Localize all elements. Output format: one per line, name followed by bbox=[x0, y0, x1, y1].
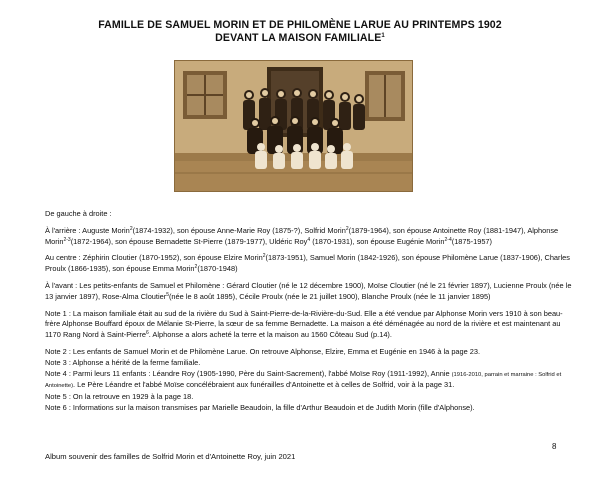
note-5: Note 5 : On la retrouve en 1929 à la page 18. bbox=[45, 392, 194, 402]
family-photo bbox=[174, 60, 413, 192]
note-2: Note 2 : Les enfants de Samuel Morin et de Philomène Larue. On retrouve Alphonse, Elzire, Emma et Eugénie en 1946 à la page 23. bbox=[45, 346, 481, 356]
footer-text: Album souvenir des familles de Solfrid Morin et d'Antoinette Roy, juin 2021 bbox=[45, 452, 296, 461]
note-1: Note 1 : La maison familiale était au sud de la rivière du Sud à Saint-Pierre-de-la-Rivière-du-Sud. Elle a été vendue par Alphonse Morin vers 1910 à son beau-frère Alphonse Bouffard époux de Mélanie St-Pierre, la sœur de sa femme Bernadette. La maison a été déménagée au nord de la rivière et est maintenant au 1170 Rang Nord à Saint-Pierre$^6$. Alphonse a alors acheté la terre et la maison au 1560 Côteau Sud (p.14). bbox=[45, 308, 563, 340]
family-photo-drawing bbox=[175, 61, 412, 191]
note-4: Note 4 : Parmi leurs 11 enfants : Léandre Roy (1905-1990, Père du Saint-Sacrement), l'abbé Moïse Roy (1911-1992), Annie (1916-2010, parrain et marraine : Solfrid et Antoinette). Le Père Léandre et l'abbé Moïse concélébraient aux funérailles d'Antoinette et à celles de Solfrid, voir à la page 31. bbox=[45, 368, 562, 390]
note-3: Note 3 : Alphonse a hérité de la ferme familiale. bbox=[45, 357, 201, 367]
center-row-description: Au centre : Zéphirin Cloutier (1870-1952), son épouse Elzire Morin$^2$(1873-1951), Samuel Morin (1842-1926), son épouse Philomène Larue (1837-1906), Charles Proulx (1866-1935), son épouse Emma Morin$^2$(1870-1948) bbox=[45, 253, 570, 274]
title-line-2: DEVANT LA MAISON FAMILIALE$^1$ bbox=[215, 32, 385, 44]
title-footnote-marker: 1 bbox=[381, 33, 385, 39]
caption-text bbox=[45, 209, 575, 414]
intro-line: De gauche à droite : bbox=[45, 209, 112, 218]
back-row-description: À l'arrière : Auguste Morin$^2$(1874-1932), son épouse Anne-Marie Roy (1875-?), Solfrid Morin$^2$(1879-1964), son épouse Antoinette Roy (1881-1947), Alphonse Morin$^{2-3}$(1872-1964), son épouse Bernadette St-Pierre (1879-1977), Uldéric Roy$^4$ (1870-1931), son épouse Eugénie Morin$^{2-4}$(1875-1957) bbox=[45, 225, 559, 246]
page-title bbox=[0, 19, 600, 45]
page-number: 8 bbox=[552, 442, 557, 451]
note-6: Note 6 : Informations sur la maison transmises par Marielle Beaudoin, la fille d'Arthur Beaudoin et de Judith Morin (fille d'Alphonse). bbox=[45, 402, 475, 412]
title-line-1: FAMILLE DE SAMUEL MORIN ET DE PHILOMÈNE LARUE AU PRINTEMPS 1902 bbox=[98, 19, 502, 31]
front-row-description: À l'avant : Les petits-enfants de Samuel et Philomène : Gérard Cloutier (né le 12 décembre 1900), Moïse Cloutier (né le 21 février 1897), Lucienne Proulx (née le 13 janvier 1897), Rose-Alma Cloutier$^5$(née le 8 août 1895), Cécile Proulx (née le 21 juillet 1900), Blanche Proulx (née le 11 janvier 1895) bbox=[45, 280, 572, 301]
